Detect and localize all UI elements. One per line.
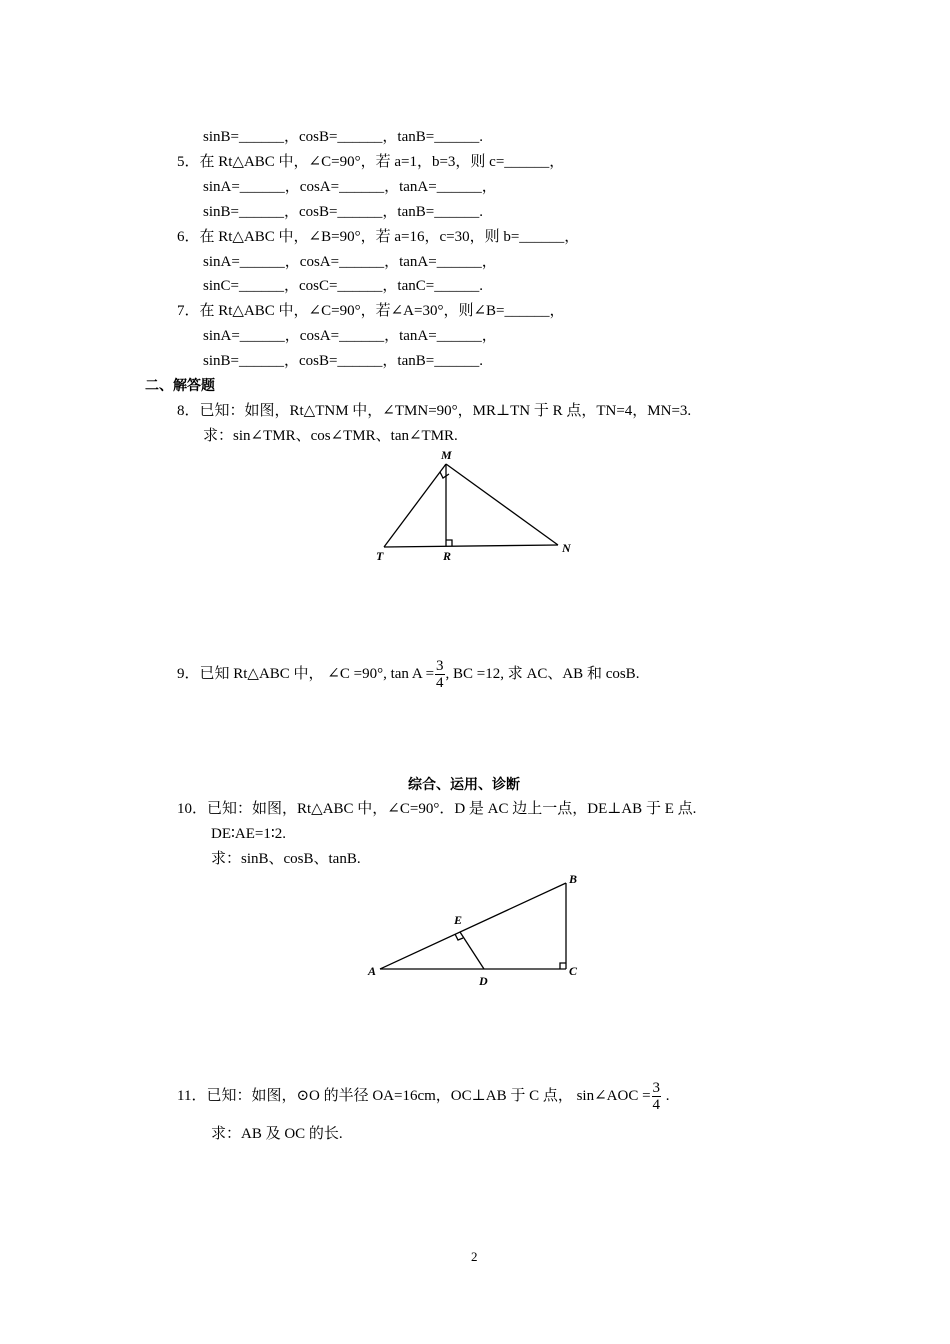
label-E: E: [454, 913, 463, 927]
q5-line-3: sinB=______，cosB=______，tanB=______.: [203, 204, 483, 220]
right-angle-mark-M: [440, 472, 449, 478]
figure-10-triangle: [362, 868, 592, 990]
label-N: N: [562, 541, 571, 555]
q9-fraction-num: 3: [436, 658, 444, 675]
q5-line-2: sinA=______，cosA=______，tanA=______，: [203, 179, 497, 195]
q10-text: 10．已知：如图，Rt△ABC 中，∠C=90°．D 是 AC 边上一点，DE⊥AB 于 E 点.: [177, 801, 697, 817]
segment-DE: [460, 932, 484, 969]
q11-suffix: .: [662, 1088, 670, 1104]
q9-suffix: , BC =12, 求 AC、AB 和 cosB.: [445, 666, 640, 682]
q11-prefix: 11．已知：如图，⊙O 的半径 OA=16cm，OC⊥AB 于 C 点， sin∠AOC =: [177, 1088, 651, 1104]
q10-question: 求：sinB、cosB、tanB.: [211, 851, 361, 867]
q6-line-3: sinC=______，cosC=______，tanC=______.: [203, 278, 483, 294]
q10-ratio: DE∶AE=1∶2.: [211, 826, 287, 842]
section-heading-comprehensive: 综合、运用、诊断: [408, 777, 520, 793]
q7-text: 7．在 Rt△ABC 中，∠C=90°，若∠A=30°，则∠B=______，: [177, 303, 565, 319]
q6-line-2: sinA=______，cosA=______，tanA=______，: [203, 254, 497, 270]
segment-MN: [446, 464, 558, 545]
right-angle-mark-R: [446, 540, 452, 546]
q5-text: 5．在 Rt△ABC 中，∠C=90°，若 a=1，b=3，则 c=______，: [177, 154, 565, 170]
q9-fraction-den: 4: [436, 675, 444, 692]
q11-question: 求：AB 及 OC 的长.: [211, 1126, 343, 1142]
label-D: D: [479, 974, 488, 988]
label-R: R: [443, 549, 452, 563]
q8-question: 求：sin∠TMR、cos∠TMR、tan∠TMR.: [203, 428, 458, 444]
q9-prefix: 9．已知 Rt△ABC 中， ∠C =90°, tan A =: [177, 666, 435, 682]
q7-line-2: sinA=______，cosA=______，tanA=______，: [203, 328, 497, 344]
figure-8-triangle: [370, 447, 580, 565]
label-A: A: [368, 964, 377, 978]
label-M: M: [441, 448, 452, 462]
label-B: B: [569, 872, 578, 886]
segment-TM: [384, 464, 446, 547]
segment-TN: [384, 545, 558, 547]
section-heading-answer: 二、解答题: [145, 378, 215, 394]
q9-fraction: [435, 658, 445, 691]
label-C: C: [569, 964, 578, 978]
q11-fraction: [652, 1080, 662, 1113]
q7-line-3: sinB=______，cosB=______，tanB=______.: [203, 353, 483, 369]
q8-text: 8．已知：如图，Rt△TNM 中，∠TMN=90°，MR⊥TN 于 R 点，TN=4，MN=3.: [177, 403, 692, 419]
label-T: T: [376, 549, 384, 563]
q11-fraction-den: 4: [652, 1097, 661, 1114]
page-number: 2: [471, 1249, 478, 1264]
q11-fraction-num: 3: [652, 1080, 661, 1097]
right-angle-mark-C: [560, 963, 566, 969]
q6-text: 6．在 Rt△ABC 中，∠B=90°，若 a=16，c=30，则 b=______，: [177, 229, 580, 245]
q9-text: [177, 654, 639, 694]
q4-answer-line: sinB=______，cosB=______，tanB=______.: [203, 129, 483, 145]
q11-text: [177, 1076, 670, 1116]
segment-AB: [380, 883, 566, 969]
